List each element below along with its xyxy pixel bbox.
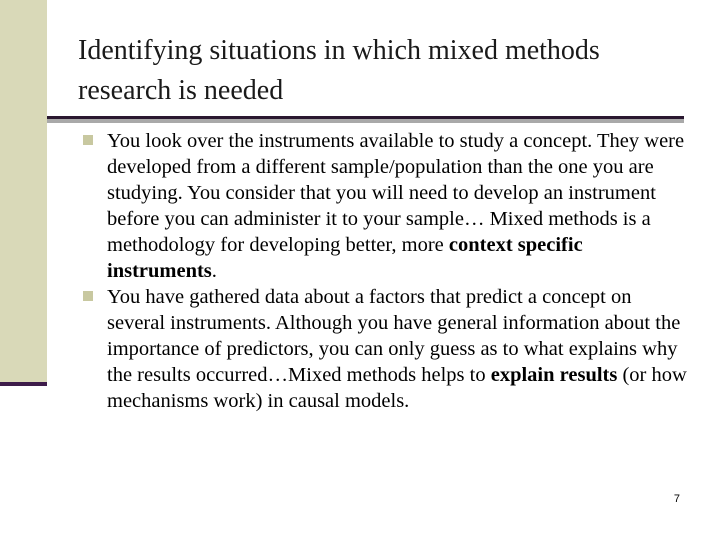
bullet-text [107,286,687,412]
bullet-item [80,284,690,414]
bullet-text [107,130,684,282]
bullet-emphasis: context specific instruments [107,234,583,282]
square-bullet-icon [83,135,93,145]
side-accent-bar [0,382,47,386]
bullet-list [80,128,690,414]
bullet-text-before: You have gathered data about a factors that predict a concept on several instruments. Although you have general information about the importance of predictors, you can only guess as to what explains why the results occurred…Mixed methods helps to [107,286,681,386]
square-bullet-icon [83,291,93,301]
slide-title: Identifying situations in which mixed methods research is needed [78,35,600,106]
bullet-item [80,128,690,284]
bullet-text-after: . [211,260,217,282]
bullet-text-before: You look over the instruments available to study a concept. They were developed from a different sample/population than the one you are studying. You consider that you will need to develop an instrument before you can administer it to your sample… Mixed methods is a methodology for developing better, more [107,130,685,256]
bullet-text-after: (or how mechanisms work) in causal models. [107,364,687,412]
title-divider-shadow [47,119,684,123]
page-number: 7 [673,493,680,505]
bullet-emphasis: explain results [490,364,618,386]
side-panel [0,0,47,382]
